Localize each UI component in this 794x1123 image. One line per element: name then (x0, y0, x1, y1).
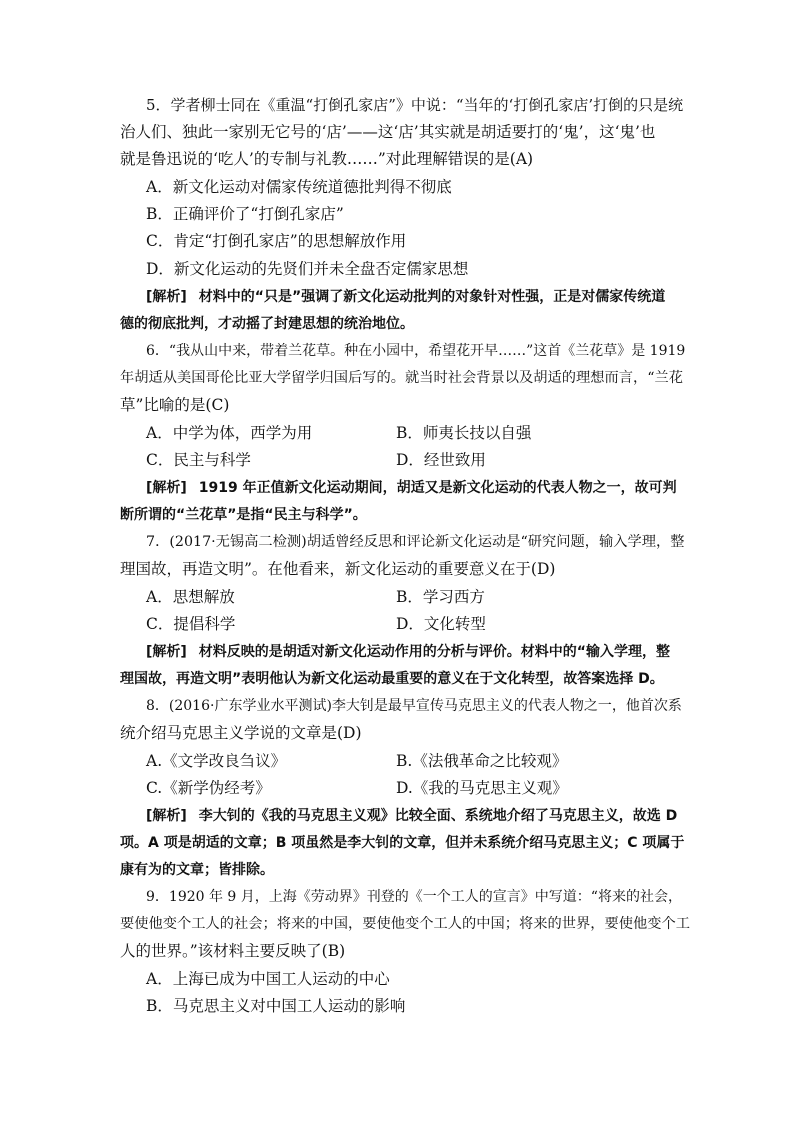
option-b: B．师夷长技以自强 (396, 424, 532, 442)
analysis-line: 项。A 项是胡适的文章；B 项虽然是李大钊的文章，但并未系统介绍马克思主义；C 项属于 (120, 835, 685, 851)
option-b: B.《法俄革命之比较观》 (396, 752, 568, 770)
analysis-line: 断所谓的“兰花草”是指“民主与科学”。 (120, 507, 367, 523)
analysis-text: 材料反映的是胡适对新文化运动作用的分析与评价。材料中的“输入学理，整 (198, 644, 670, 660)
analysis-tag: [解析] (146, 808, 187, 824)
question-stem-line: 草”比喻的是(C) (120, 396, 230, 414)
option-d: D．经世致用 (396, 451, 486, 469)
option-d: D．文化转型 (396, 615, 486, 633)
analysis-tag: [解析] (146, 480, 187, 496)
option-c: C．提倡科学 (146, 615, 236, 633)
option-c: C.《新学伪经考》 (146, 779, 271, 797)
option-b: B．马克思主义对中国工人运动的影响 (146, 997, 406, 1015)
question-stem-line: 8．(2016·广东学业水平测试)李大钊是最早宣传马克思主义的代表人物之一，他首次系 (146, 698, 682, 714)
option-a: A．上海已成为中国工人运动的中心 (146, 970, 390, 988)
option-b: B．学习西方 (396, 588, 485, 606)
question-stem-line: 要使他变个工人的社会；将来的中国，要使他变个工人的中国；将来的世界，要使他变个工 (120, 916, 691, 932)
question-stem-line: 理国故，再造文明”。在他看来，新文化运动的重要意义在于(D) (120, 560, 556, 578)
analysis-text: 材料中的“只是”强调了新文化运动批判的对象针对性强，正是对儒家传统道 (198, 289, 666, 305)
option-d: D．新文化运动的先贤们并未全盘否定儒家思想 (146, 260, 469, 278)
question-stem-line: 9．1920 年 9 月，上海《劳动界》刊登的《一个工人的宣言》中写道：“将来的社会， (146, 889, 682, 905)
analysis-tag: [解析] (146, 289, 187, 305)
question-stem-line: 年胡适从美国哥伦比亚大学留学归国后写的。就当时社会背景以及胡适的理想而言，“兰花 (120, 370, 684, 386)
question-stem-line: 人的世界。”该材料主要反映了(B) (120, 942, 346, 960)
analysis-tag: [解析] (146, 644, 187, 660)
option-a: A．中学为体，西学为用 (146, 424, 313, 442)
option-a: A.《文学改良刍议》 (146, 752, 287, 770)
option-c: C．民主与科学 (146, 451, 251, 469)
question-stem-line: 统介绍马克思主义学说的文章是(D) (120, 724, 362, 742)
option-a: A．新文化运动对儒家传统道德批判得不彻底 (146, 178, 452, 196)
option-a: A．思想解放 (146, 588, 235, 606)
analysis-line: 理国故，再造文明”表明他认为新文化运动最重要的意义在于文化转型，故答案选择 D。 (120, 671, 664, 687)
analysis-line: 德的彻底批判，才动摇了封建思想的统治地位。 (120, 316, 414, 332)
analysis-line (146, 478, 677, 498)
question-stem-line: 治人们、独此一家别无它号的‘店’——这‘店’其实就是胡适要打的‘鬼’，这‘鬼’也 (120, 123, 656, 141)
question-stem-line: 7．(2017·无锡高二检测)胡适曾经反思和评论新文化运动是“研究问题，输入学理，整 (146, 534, 685, 550)
analysis-line (146, 287, 665, 307)
analysis-text: 1919 年正值新文化运动期间，胡适又是新文化运动的代表人物之一，故可判 (198, 480, 677, 496)
question-stem-line: 就是鲁迅说的‘吃人’的专制与礼教……”对此理解错误的是(A) (120, 150, 534, 168)
question-stem-line: 5．学者柳士同在《重温“打倒孔家店”》中说：“当年的‘打倒孔家店’打倒的只是统 (146, 96, 684, 114)
analysis-line (146, 642, 670, 662)
question-stem-line: 6．“我从山中来，带着兰花草。种在小园中，希望花开早……”这首《兰花草》是 1919 (146, 343, 686, 359)
analysis-text: 李大钊的《我的马克思主义观》比较全面、系统地介绍了马克思主义，故选 D (198, 808, 678, 824)
option-b: B．正确评价了“打倒孔家店” (146, 205, 344, 223)
option-c: C．肯定“打倒孔家店”的思想解放作用 (146, 232, 407, 250)
analysis-line (146, 806, 677, 826)
analysis-line: 康有为的文章；皆排除。 (120, 862, 274, 878)
option-d: D.《我的马克思主义观》 (396, 779, 568, 797)
